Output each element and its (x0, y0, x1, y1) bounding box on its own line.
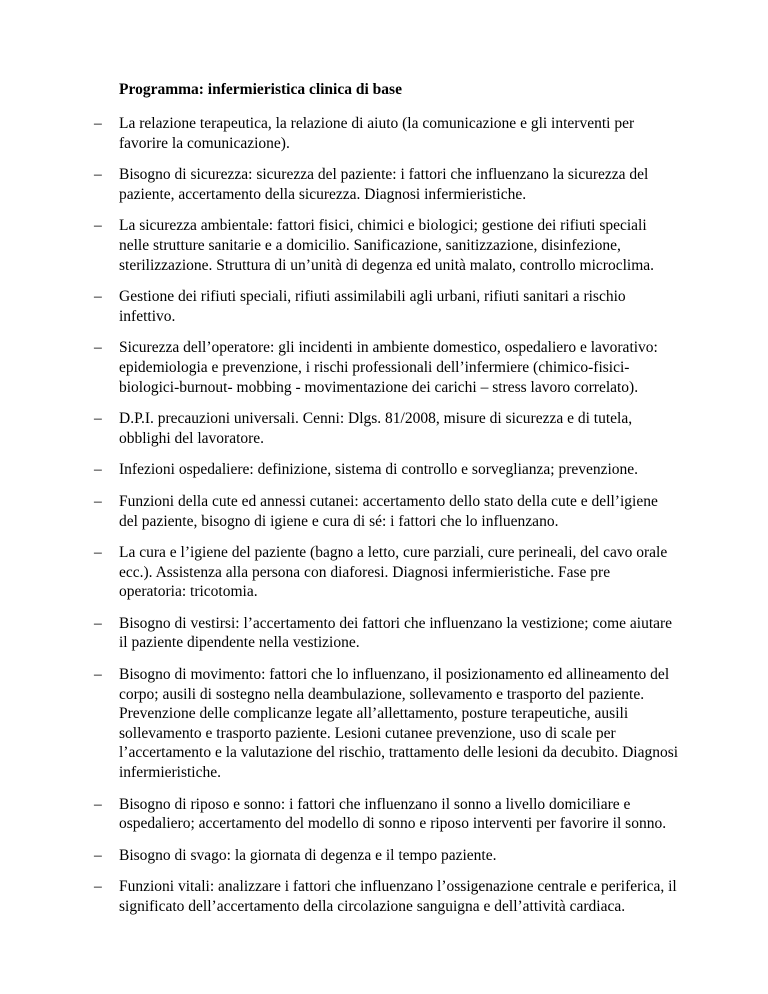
bullet-dash: – (94, 795, 102, 813)
list-item-text: D.P.I. precauzioni universali. Cenni: Dlgs. 81/2008, misure di sicurezza e di tutela, obblighi del lavoratore. (119, 410, 633, 447)
bullet-dash: – (94, 666, 102, 684)
bullet-dash: – (94, 878, 102, 896)
list-item-text: La cura e l’igiene del paziente (bagno a letto, cure parziali, cure perineali, del cavo orale ecc.). Assistenza alla persona con diaforesi. Diagnosi infermieristiche. Fase pre operatoria: tricotomia. (119, 544, 668, 601)
list-item (0, 665, 679, 783)
list-item-text: Funzioni vitali: analizzare i fattori che influenzano l’ossigenazione centrale e periferica, il significato dell’accertamento della circolazione sanguigna e dell’attività cardiaca. (119, 878, 677, 915)
bullet-dash: – (94, 544, 102, 562)
list-item (0, 543, 679, 602)
bullet-dash: – (94, 115, 102, 132)
list-item (0, 338, 679, 397)
list-item (0, 614, 679, 653)
bullet-dash: – (94, 846, 102, 864)
list-item-text: Sicurezza dell’operatore: gli incidenti in ambiente domestico, ospedaliero e lavorativo: epidemiologia e prevenzione, i rischi professionali dell’infermiere (chimico-fisici-biologici-burnout- mobbing - movimentazione dei carichi – stress lavoro correlato). (119, 339, 658, 396)
list-item (0, 460, 679, 480)
list-item (0, 409, 679, 448)
bullet-dash: – (94, 339, 102, 357)
list-item (0, 287, 679, 326)
bullet-dash: – (94, 461, 102, 479)
list-item-text: Bisogno di svago: la giornata di degenza e il tempo paziente. (119, 846, 497, 864)
list-item (0, 114, 679, 153)
list-item-text: La relazione terapeutica, la relazione di aiuto (la comunicazione e gli interventi per favorire la comunicazione). (119, 115, 635, 152)
list-item-text: Bisogno di riposo e sonno: i fattori che influenzano il sonno a livello domiciliare e ospedaliero; accertamento del modello di sonno e riposo interventi per favorire il sonno. (119, 795, 667, 833)
list-item (0, 216, 679, 275)
bullet-dash: – (94, 614, 102, 632)
list-item-text: La sicurezza ambientale: fattori fisici, chimici e biologici; gestione dei rifiuti speciali nelle strutture sanitarie e a domicilio. Sanificazione, sanitizzazione, disinfezione, sterilizzazione. Struttura di un’unità di degenza ed unità malato, controllo microclima. (119, 217, 654, 274)
list-item-text: Bisogno di sicurezza: sicurezza del paziente: i fattori che influenzano la sicurezza del paziente, accertamento della sicurezza. Diagnosi infermieristiche. (119, 166, 649, 203)
program-list (0, 114, 768, 929)
page-title: Programma: infermieristica clinica di base (119, 81, 402, 98)
bullet-dash: – (94, 410, 102, 428)
list-item (0, 795, 679, 834)
list-item (0, 846, 679, 866)
list-item (0, 165, 679, 204)
list-item-text: Bisogno di movimento: fattori che lo influenzano, il posizionamento ed allineamento del corpo; ausili di sostegno nella deambulazione, sollevamento e trasporto del paziente. Prevenzione delle complicanze legate all’allettamento, posture terapeutiche, ausili sollevamento e trasporto paziente. Lesioni cutanee prevenzione, uso di scale per l’accertamento e la valutazione del rischio, trattamento delle lesioni da decubito. Diagnosi infermieristiche. (119, 666, 679, 782)
list-item-text: Infezioni ospedaliere: definizione, sistema di controllo e sorveglianza; prevenzione. (119, 461, 639, 479)
list-item-text: Gestione dei rifiuti speciali, rifiuti assimilabili agli urbani, rifiuti sanitari a rischio infettivo. (119, 288, 626, 325)
list-item-text: Bisogno di vestirsi: l’accertamento dei fattori che influenzano la vestizione; come aiutare il paziente dipendente nella vestizione. (119, 614, 673, 652)
list-item-text: Funzioni della cute ed annessi cutanei: accertamento dello stato della cute e dell’igiene del paziente, bisogno di igiene e cura di sé: i fattori che lo influenzano. (119, 492, 658, 530)
bullet-dash: – (94, 217, 102, 235)
list-item (0, 492, 679, 531)
bullet-dash: – (94, 166, 102, 184)
bullet-dash: – (94, 288, 102, 306)
bullet-dash: – (94, 492, 102, 510)
list-item (0, 877, 679, 916)
